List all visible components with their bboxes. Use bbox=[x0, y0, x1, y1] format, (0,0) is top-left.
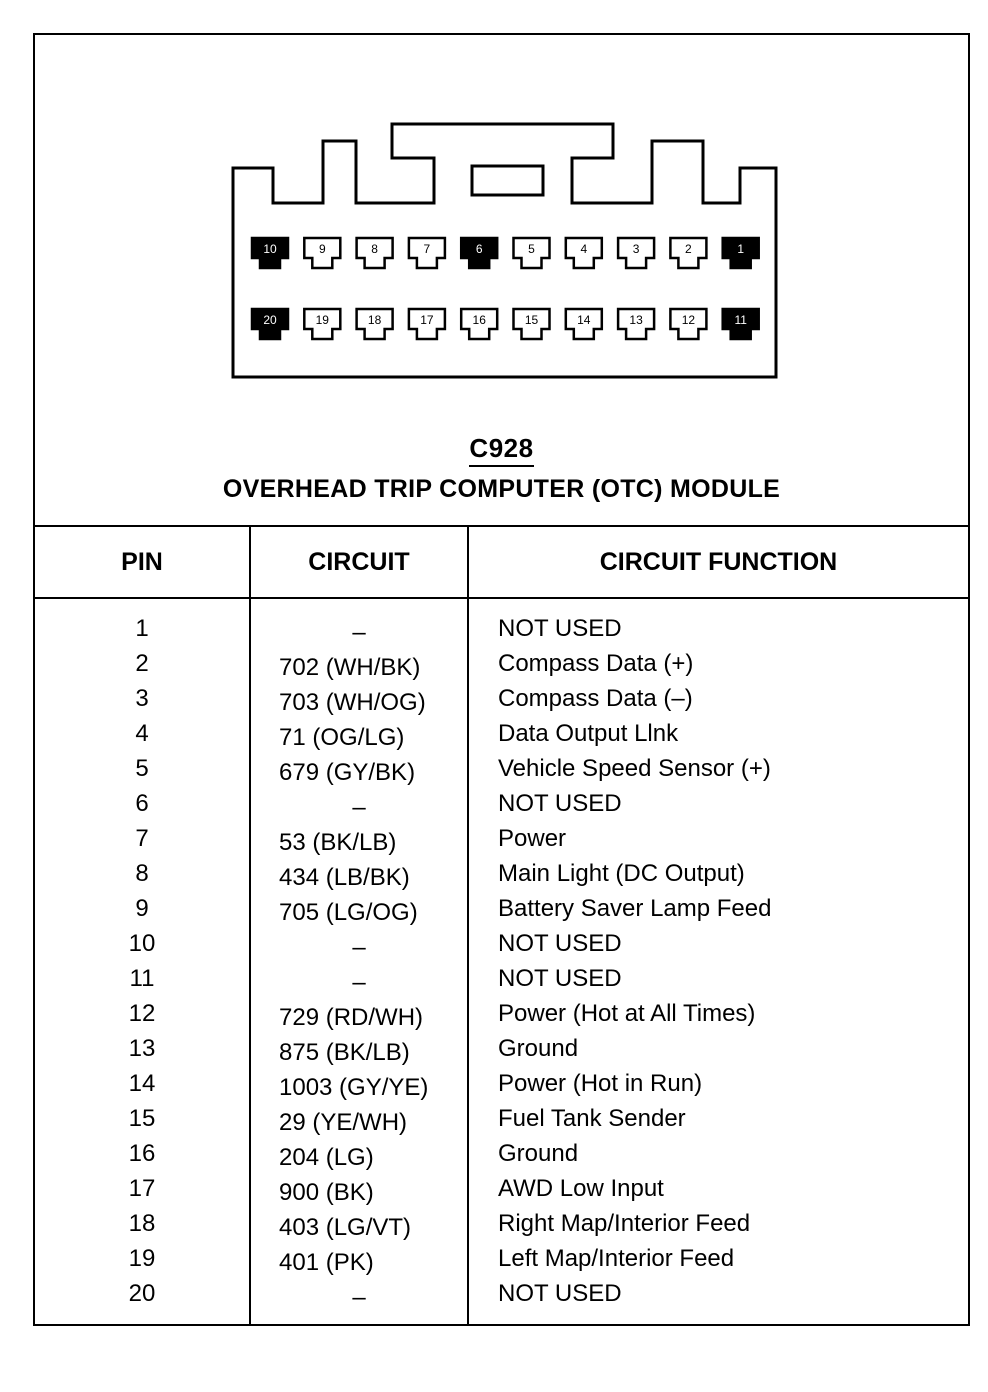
pin-number: 20 bbox=[128, 1280, 156, 1307]
pin-cavity-label: 20 bbox=[263, 313, 277, 327]
pin-cavity-16 bbox=[461, 309, 497, 339]
circuit-function: Power bbox=[498, 825, 567, 852]
circuit-function: NOT USED bbox=[498, 930, 622, 957]
table-row bbox=[35, 685, 968, 720]
pin-cavity-10 bbox=[252, 238, 288, 268]
circuit-id: – bbox=[352, 934, 366, 961]
circuit-function: Compass Data (–) bbox=[498, 685, 693, 712]
circuit-function: Ground bbox=[498, 1035, 579, 1062]
pin-cavity-label: 14 bbox=[577, 313, 591, 327]
pin-number: 1 bbox=[135, 615, 149, 642]
pin-number: 5 bbox=[135, 755, 149, 782]
pin-cavity-label: 12 bbox=[681, 313, 696, 327]
pin-number: 18 bbox=[128, 1210, 156, 1237]
pin-cavity-label: 19 bbox=[315, 313, 329, 327]
pin-cavity-4 bbox=[566, 238, 602, 268]
table-row bbox=[35, 720, 968, 755]
pin-number: 6 bbox=[135, 790, 149, 817]
pin-number: 10 bbox=[128, 930, 156, 957]
connector-latch-window bbox=[472, 166, 543, 195]
pin-cavity-label: 6 bbox=[475, 242, 483, 256]
pin-cavity-label: 16 bbox=[472, 313, 486, 327]
pin-cavity-13 bbox=[618, 309, 654, 339]
pin-cavity-label: 1 bbox=[737, 242, 745, 256]
pin-cavity-18 bbox=[357, 309, 393, 339]
pin-number: 12 bbox=[128, 1000, 156, 1027]
circuit-id: 434 (LB/BK) bbox=[279, 864, 410, 891]
circuit-function: Left Map/Interior Feed bbox=[498, 1245, 735, 1272]
pin-number: 11 bbox=[129, 965, 155, 992]
table-row bbox=[35, 755, 968, 790]
pin-cavity-label: 4 bbox=[580, 242, 588, 256]
pin-number: 17 bbox=[128, 1175, 156, 1202]
diagram-frame bbox=[33, 33, 970, 1326]
pin-cavity-17 bbox=[409, 309, 445, 339]
circuit-id: – bbox=[352, 969, 366, 996]
pin-cavity-label: 8 bbox=[371, 242, 378, 256]
table-row bbox=[35, 895, 968, 930]
circuit-function: NOT USED bbox=[498, 790, 622, 817]
pin-cavity-label: 15 bbox=[524, 313, 539, 327]
table-row bbox=[35, 1245, 968, 1280]
circuit-id: 29 (YE/WH) bbox=[279, 1109, 408, 1136]
pin-cavity-15 bbox=[514, 309, 550, 339]
pin-cavity-8 bbox=[357, 238, 393, 268]
pin-cavity-12 bbox=[670, 309, 706, 339]
pin-cavity-label: 18 bbox=[367, 313, 382, 327]
circuit-function: NOT USED bbox=[498, 965, 622, 992]
circuit-id: 1003 (GY/YE) bbox=[279, 1074, 429, 1101]
pin-number: 8 bbox=[135, 860, 149, 887]
circuit-id: – bbox=[352, 619, 366, 646]
pin-cavity-label: 13 bbox=[629, 313, 643, 327]
circuit-id: 900 (BK) bbox=[279, 1179, 374, 1206]
table-row bbox=[35, 825, 968, 860]
table-row bbox=[35, 1175, 968, 1210]
circuit-id: 705 (LG/OG) bbox=[279, 899, 418, 926]
header-divider bbox=[35, 597, 968, 599]
circuit-function: NOT USED bbox=[498, 1280, 622, 1307]
pin-cavity-7 bbox=[409, 238, 445, 268]
circuit-id: – bbox=[352, 1284, 366, 1311]
header-circuit: CIRCUIT bbox=[308, 548, 410, 576]
pin-cavity-14 bbox=[566, 309, 602, 339]
circuit-function: NOT USED bbox=[498, 615, 622, 642]
pin-number: 15 bbox=[128, 1105, 156, 1132]
circuit-id: 204 (LG) bbox=[279, 1144, 374, 1171]
circuit-id: 401 (PK) bbox=[279, 1249, 374, 1276]
circuit-function: Right Map/Interior Feed bbox=[498, 1210, 751, 1237]
circuit-id: 53 (BK/LB) bbox=[279, 829, 397, 856]
circuit-id: 703 (WH/OG) bbox=[279, 689, 426, 716]
header-function: CIRCUIT FUNCTION bbox=[599, 548, 838, 576]
circuit-function: Battery Saver Lamp Feed bbox=[498, 895, 772, 922]
pin-cavity-label: 17 bbox=[420, 313, 434, 327]
circuit-function: Compass Data (+) bbox=[498, 650, 694, 677]
pin-number: 7 bbox=[135, 825, 149, 852]
circuit-function: Main Light (DC Output) bbox=[498, 860, 745, 887]
pin-cavity-2 bbox=[670, 238, 706, 268]
table-row bbox=[35, 1000, 968, 1035]
pin-cavity-label: 11 bbox=[734, 313, 747, 327]
table-row bbox=[35, 1280, 968, 1315]
table-row bbox=[35, 930, 968, 965]
circuit-id: 729 (RD/WH) bbox=[279, 1004, 424, 1031]
pin-number: 4 bbox=[135, 720, 149, 747]
pin-cavity-1 bbox=[723, 238, 759, 268]
table-row bbox=[35, 615, 968, 650]
pin-cavity-label: 5 bbox=[528, 242, 535, 256]
connector-outline bbox=[35, 35, 968, 435]
table-row bbox=[35, 650, 968, 685]
circuit-function: Data Output Llnk bbox=[498, 720, 679, 747]
circuit-function: Power (Hot in Run) bbox=[498, 1070, 703, 1097]
circuit-id: 71 (OG/LG) bbox=[279, 724, 405, 751]
pin-cavity-9 bbox=[304, 238, 340, 268]
circuit-function: AWD Low Input bbox=[498, 1175, 664, 1202]
pin-cavity-5 bbox=[514, 238, 550, 268]
pin-cavity-6 bbox=[461, 238, 497, 268]
pin-cavity-11 bbox=[723, 309, 759, 339]
table-row bbox=[35, 1070, 968, 1105]
pin-cavity-label: 3 bbox=[632, 242, 640, 256]
circuit-id: 702 (WH/BK) bbox=[279, 654, 421, 681]
circuit-id: 403 (LG/VT) bbox=[279, 1214, 412, 1241]
pin-cavity-label: 7 bbox=[423, 242, 431, 256]
connector-name: OVERHEAD TRIP COMPUTER (OTC) MODULE bbox=[222, 475, 781, 503]
circuit-function: Power (Hot at All Times) bbox=[498, 1000, 756, 1027]
table-row bbox=[35, 860, 968, 895]
pin-number: 2 bbox=[135, 650, 149, 677]
circuit-id: 679 (GY/BK) bbox=[279, 759, 416, 786]
table-row bbox=[35, 965, 968, 1000]
table-row bbox=[35, 1105, 968, 1140]
pin-number: 19 bbox=[128, 1245, 156, 1272]
pin-number: 9 bbox=[135, 895, 149, 922]
table-row bbox=[35, 790, 968, 825]
pin-cavity-label: 9 bbox=[318, 242, 326, 256]
pin-cavity-20 bbox=[252, 309, 288, 339]
circuit-id: – bbox=[352, 794, 366, 821]
circuit-function: Vehicle Speed Sensor (+) bbox=[498, 755, 771, 782]
table-row bbox=[35, 1210, 968, 1245]
table-row bbox=[35, 1035, 968, 1070]
circuit-id: 875 (BK/LB) bbox=[279, 1039, 410, 1066]
header-pin: PIN bbox=[121, 548, 163, 576]
pin-cavity-3 bbox=[618, 238, 654, 268]
pin-number: 14 bbox=[128, 1070, 156, 1097]
pin-cavity-label: 2 bbox=[685, 242, 692, 256]
connector-code: C928 bbox=[35, 433, 968, 464]
pin-number: 3 bbox=[135, 685, 149, 712]
circuit-function: Fuel Tank Sender bbox=[498, 1105, 686, 1132]
pin-cavity-label: 10 bbox=[263, 242, 277, 256]
pin-cavity-19 bbox=[304, 309, 340, 339]
pin-number: 13 bbox=[128, 1035, 156, 1062]
circuit-function: Ground bbox=[498, 1140, 579, 1167]
pin-number: 16 bbox=[128, 1140, 156, 1167]
table-row bbox=[35, 1140, 968, 1175]
